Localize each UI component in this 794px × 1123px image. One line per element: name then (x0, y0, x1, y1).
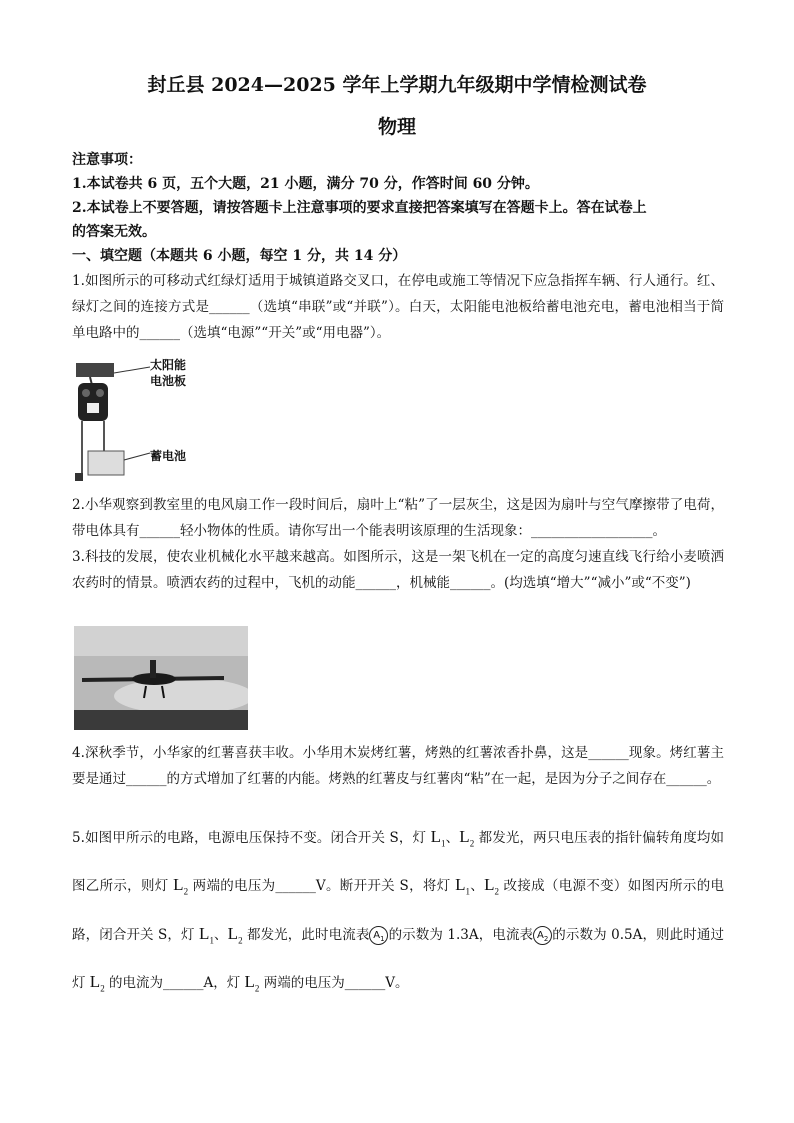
q5-text-7: 、 (213, 926, 228, 943)
question-4: 4.深秋季节，小华家的红薯喜获丰收。小华用木炭烤红薯，烤熟的红薯浓香扑鼻，这是______现象。烤红薯主要是通过______的方式增加了红薯的内能。烤熟的红薯皮与红薯肉“粘”在一起，是因为分子之间存在______。 (72, 745, 724, 787)
q5-text-10: 的示数为 0.5A，则此时通过灯 (72, 926, 724, 992)
lamp-l2: $L_2$ (89, 972, 105, 994)
crop-duster-photo (74, 626, 248, 730)
lamp-l1: $L_1$ (430, 827, 446, 849)
ammeter-a2-icon: $A_2$ (533, 926, 552, 945)
q5-text-6: 改接成（电源不变）如图丙所示的电路，闭合开关 S，灯 (72, 878, 724, 943)
exam-title: 封丘县 2024—2025 学年上学期九年级期中学情检测试卷 (147, 74, 647, 96)
q5-text-5: 、 (469, 878, 485, 895)
question-1: 1.如图所示的可移动式红绿灯适用于城镇道路交叉口，在停电或施工等情况下应急指挥车辆、行人通行。红、绿灯之间的连接方式是______（选填“串联”或“并联”）。白天，太阳能电池板给蓄电池充电，蓄电池相当于简单电路中的______（选填“电源”“开关”或“用电器”）。 (72, 273, 724, 341)
q5-text-3: 都发光，两只电压表的指针偏转角度均如图乙所示，则灯 (72, 830, 724, 895)
q5-text-2: 、 (445, 830, 460, 846)
lamp-l2: $L_2$ (459, 827, 475, 849)
q5-text-4: 两端的电压为______V。断开开关 S，将灯 (188, 878, 456, 895)
battery-label: 蓄电池 (150, 449, 187, 463)
notes-item-2-line-2: 的答案无效。 (72, 224, 156, 240)
q5-text-11: 的电流为______A，灯 (104, 975, 245, 992)
lamp-l2: $L_2$ (244, 972, 260, 994)
lamp-l2: $L_2$ (173, 875, 189, 897)
question-2: 2.小华观察到教室里的电风扇工作一段时间后，扇叶上“粘”了一层灰尘，这是因为扇叶与空气摩擦带了电荷，带电体具有______轻小物体的性质。请你写出一个能表明该原理的生活现象：__________________。 (72, 497, 724, 539)
ammeter-a1-icon: $A_1$ (369, 926, 388, 945)
solar-panel-label-line-2: 电池板 (150, 374, 187, 388)
q5-text-9: 的示数为 1.3A，电流表 (388, 926, 534, 943)
q5-text-8: 都发光，此时电流表 (242, 926, 370, 943)
lamp-l2: $L_2$ (227, 923, 243, 946)
traffic-light-figure (70, 355, 210, 485)
section-1-heading: 一、填空题（本题共 6 小题，每空 1 分，共 14 分） (72, 248, 407, 264)
traffic-light-illustration (70, 355, 210, 485)
lamp-l1: $L_1$ (455, 875, 470, 897)
crop-duster-illustration (74, 626, 248, 730)
solar-panel-label-line-1: 太阳能 (150, 358, 187, 372)
notes-item-2-line-1: 2.本试卷上不要答题，请按答题卡上注意事项的要求直接把答案填写在答题卡上。答在试卷上 (72, 200, 647, 216)
q5-text-1: 5.如图甲所示的电路，电源电压保持不变。闭合开关 S，灯 (72, 830, 431, 846)
lamp-l1: $L_1$ (199, 923, 214, 946)
solar-panel-label (150, 357, 186, 389)
subject-title: 物理 (377, 116, 416, 138)
notes-heading: 注意事项： (72, 152, 142, 168)
question-3: 3.科技的发展，使农业机械化水平越来越高。如图所示，这是一架飞机在一定的高度匀速直线飞行给小麦喷洒农药时的情景。喷洒农药的过程中，飞机的动能______，机械能______。(均选填“增大”“减小”或“不变”) (72, 549, 724, 591)
lamp-l2: $L_2$ (484, 875, 499, 897)
q5-text-12: 两端的电压为______V。 (259, 975, 409, 992)
notes-item-1: 1.本试卷共 6 页，五个大题，21 小题，满分 70 分，作答时间 60 分钟。 (72, 176, 539, 192)
question-5 (72, 816, 724, 1010)
